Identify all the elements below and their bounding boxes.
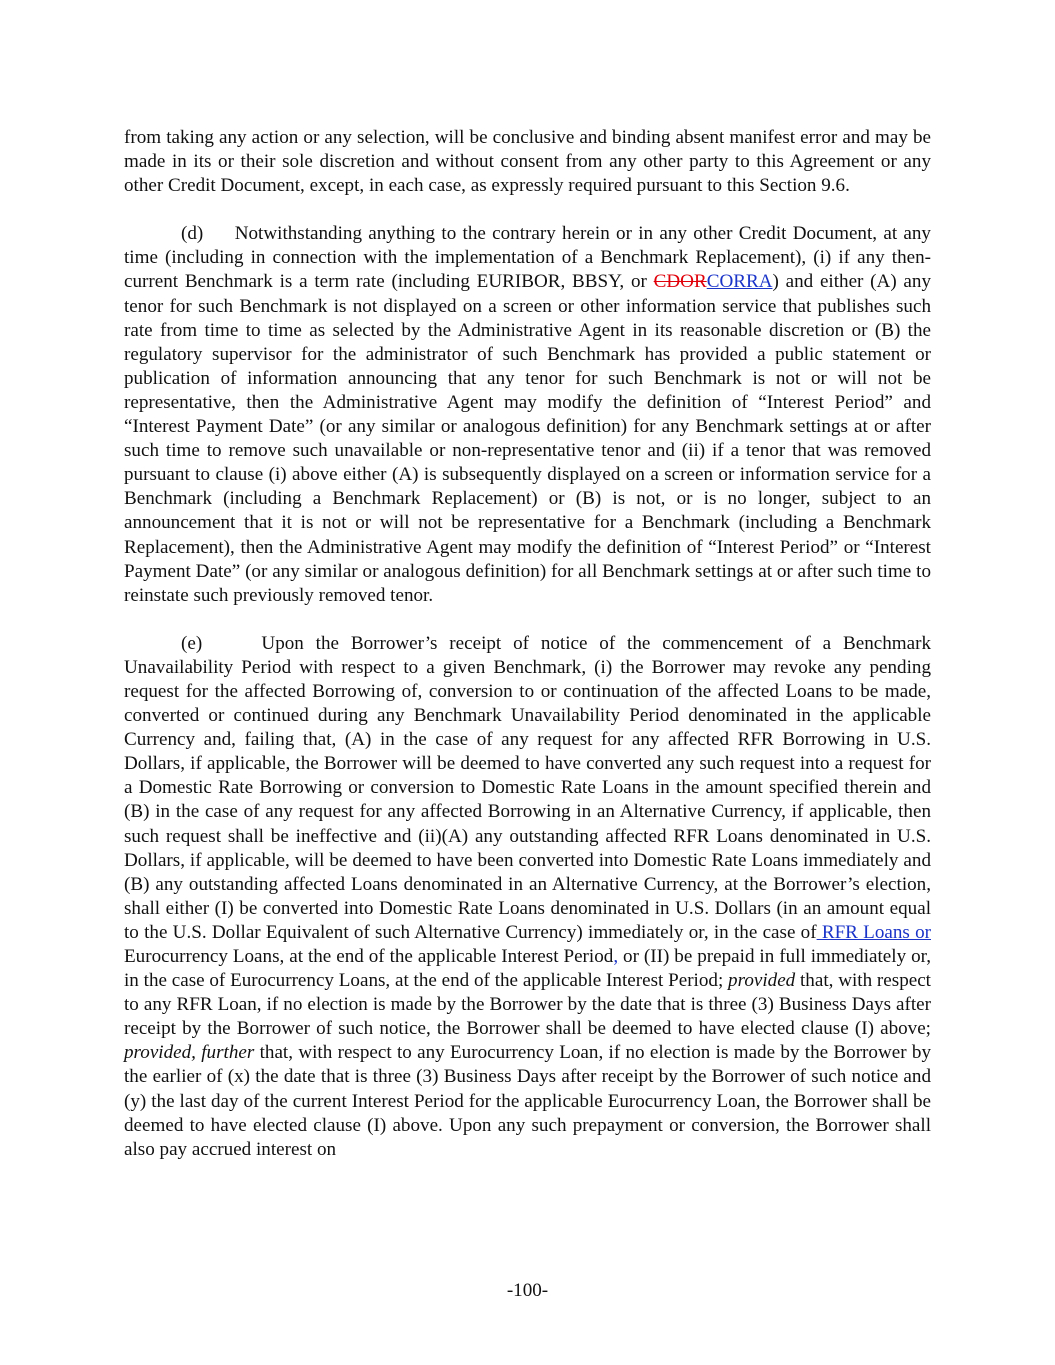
page-number: -100- [506, 1280, 549, 1301]
paragraph-e-text-1: Upon the Borrower’s receipt of notice of the commencement of a Benchmark Unavailability Period with respect to a given Benchmark, (i) the Borrower may revoke any pending request for the affected Borrowing of, conversion to or continuation of the affected Loans to be made, converted or continued during any Benchmark Unavailability Period denominated in the applicable Currency and, failing that, (A) in the case of any request for any affected RFR Borrowing in U.S. Dollars, if applicable, the Borrower will be deemed to have converted any such request into a request for a Domestic Rate Borrowing or conversion to Domestic Rate Loans in the amount specified therein and (B) in the case of any request for any affected Borrowing in an Alternative Currency, if applicable, then such request shall be ineffective and (ii)(A) any outstanding affected RFR Loans denominated in U.S. Dollars, if applicable, will be deemed to have been converted into Domestic Rate Loans immediately and (B) any outstanding affected Loans denominated in an Alternative Currency, at the Borrower’s election, shall either (I) be converted into Domestic Rate Loans denominated in U.S. Dollars (in an amount equal to the U.S. Dollar Equivalent of such Alternative Currency) immediately or, in the case of [124, 632, 931, 943]
inserted-text-corra: CORRA [706, 271, 773, 293]
inserted-comma: , [613, 946, 619, 967]
paragraph-c-text: from taking any action or any selection, will be conclusive and binding absent manifest error and may be made in its or their sole discretion and without consent from any other party to this Agreement or any other Credit Document, except, in each case, as expressly required pursuant to this Section 9.6. [124, 127, 931, 197]
paragraph-d-text-after: ) and either (A) any tenor for such Benchmark is not displayed on a screen or other information service that publishes such rate from time to time as selected by the Administrative Agent in its reasonable discretion or (B) the regulatory supervisor for the administrator of such Benchmark has provided a public statement or publication of information announcing that any tenor for such Benchmark is not or will not be representative, then the Administrative Agent may modify the definition of “Interest Period” and “Interest Payment Date” (or any similar or analogous definition) for any Benchmark settings at or after such time to remove such unavailable or non-representative tenor and (ii) if a tenor that was removed pursuant to clause (i) above either (A) is subsequently displayed on a screen or information service for a Benchmark (including a Benchmark Replacement) or (B) is not, or is no longer, subject to an announcement that it is not or will not be representative for a Benchmark (including a Benchmark Replacement), then the Administrative Agent may modify the definition of “Interest Period” or “Interest Payment Date” (or any similar or analogous definition) for all Benchmark settings at or after such time to reinstate such previously removed tenor. [124, 271, 932, 606]
paragraph-e-text-4: that, with respect to any RFR Loan, if no election is made by the Borrower by the date that is three (3) Business Days after receipt by the Borrower of such notice, the Borrower shall be deemed to have elected clause (I) above; [124, 970, 931, 1040]
paragraph-d-label: (d) [181, 223, 204, 245]
italic-provided-further: provided, further [124, 1042, 255, 1064]
paragraph-e-text-3: or (II) be prepaid in full immediately or, in the case of Eurocurrency Loans, at the end of the applicable Interest Period; [124, 946, 931, 992]
paragraph-e-text-2: Eurocurrency Loans, at the end of the applicable Interest Period [124, 946, 614, 967]
paragraph-e-label: (e) [181, 632, 203, 654]
paragraph-e [124, 632, 931, 1162]
paragraph-d-text-before: Notwithstanding anything to the contrary herein or in any other Credit Document, at any time (including in connection with the implementation of a Benchmark Replacement), (i) if any then-current Benchmark is a term rate (including EURIBOR, BBSY, or [124, 223, 931, 293]
paragraph-d [124, 222, 931, 608]
deleted-text-cdor: CDOR [653, 271, 707, 293]
paragraph-e-text-5: that, with respect to any Eurocurrency Loan, if no election is made by the Borrower by the earlier of (x) the date that is three (3) Business Days after receipt by the Borrower of such notice and (y) the last day of the current Interest Period for the applicable Eurocurrency Loan, the Borrower shall be deemed to have elected clause (I) above. Upon any such prepayment or conversion, the Borrower shall also pay accrued interest on [124, 1042, 931, 1160]
italic-provided: provided [728, 970, 796, 992]
document-page [124, 126, 931, 1186]
paragraph-c-continuation [124, 126, 931, 198]
inserted-text-rfr-loans: RFR Loans or [816, 921, 931, 943]
